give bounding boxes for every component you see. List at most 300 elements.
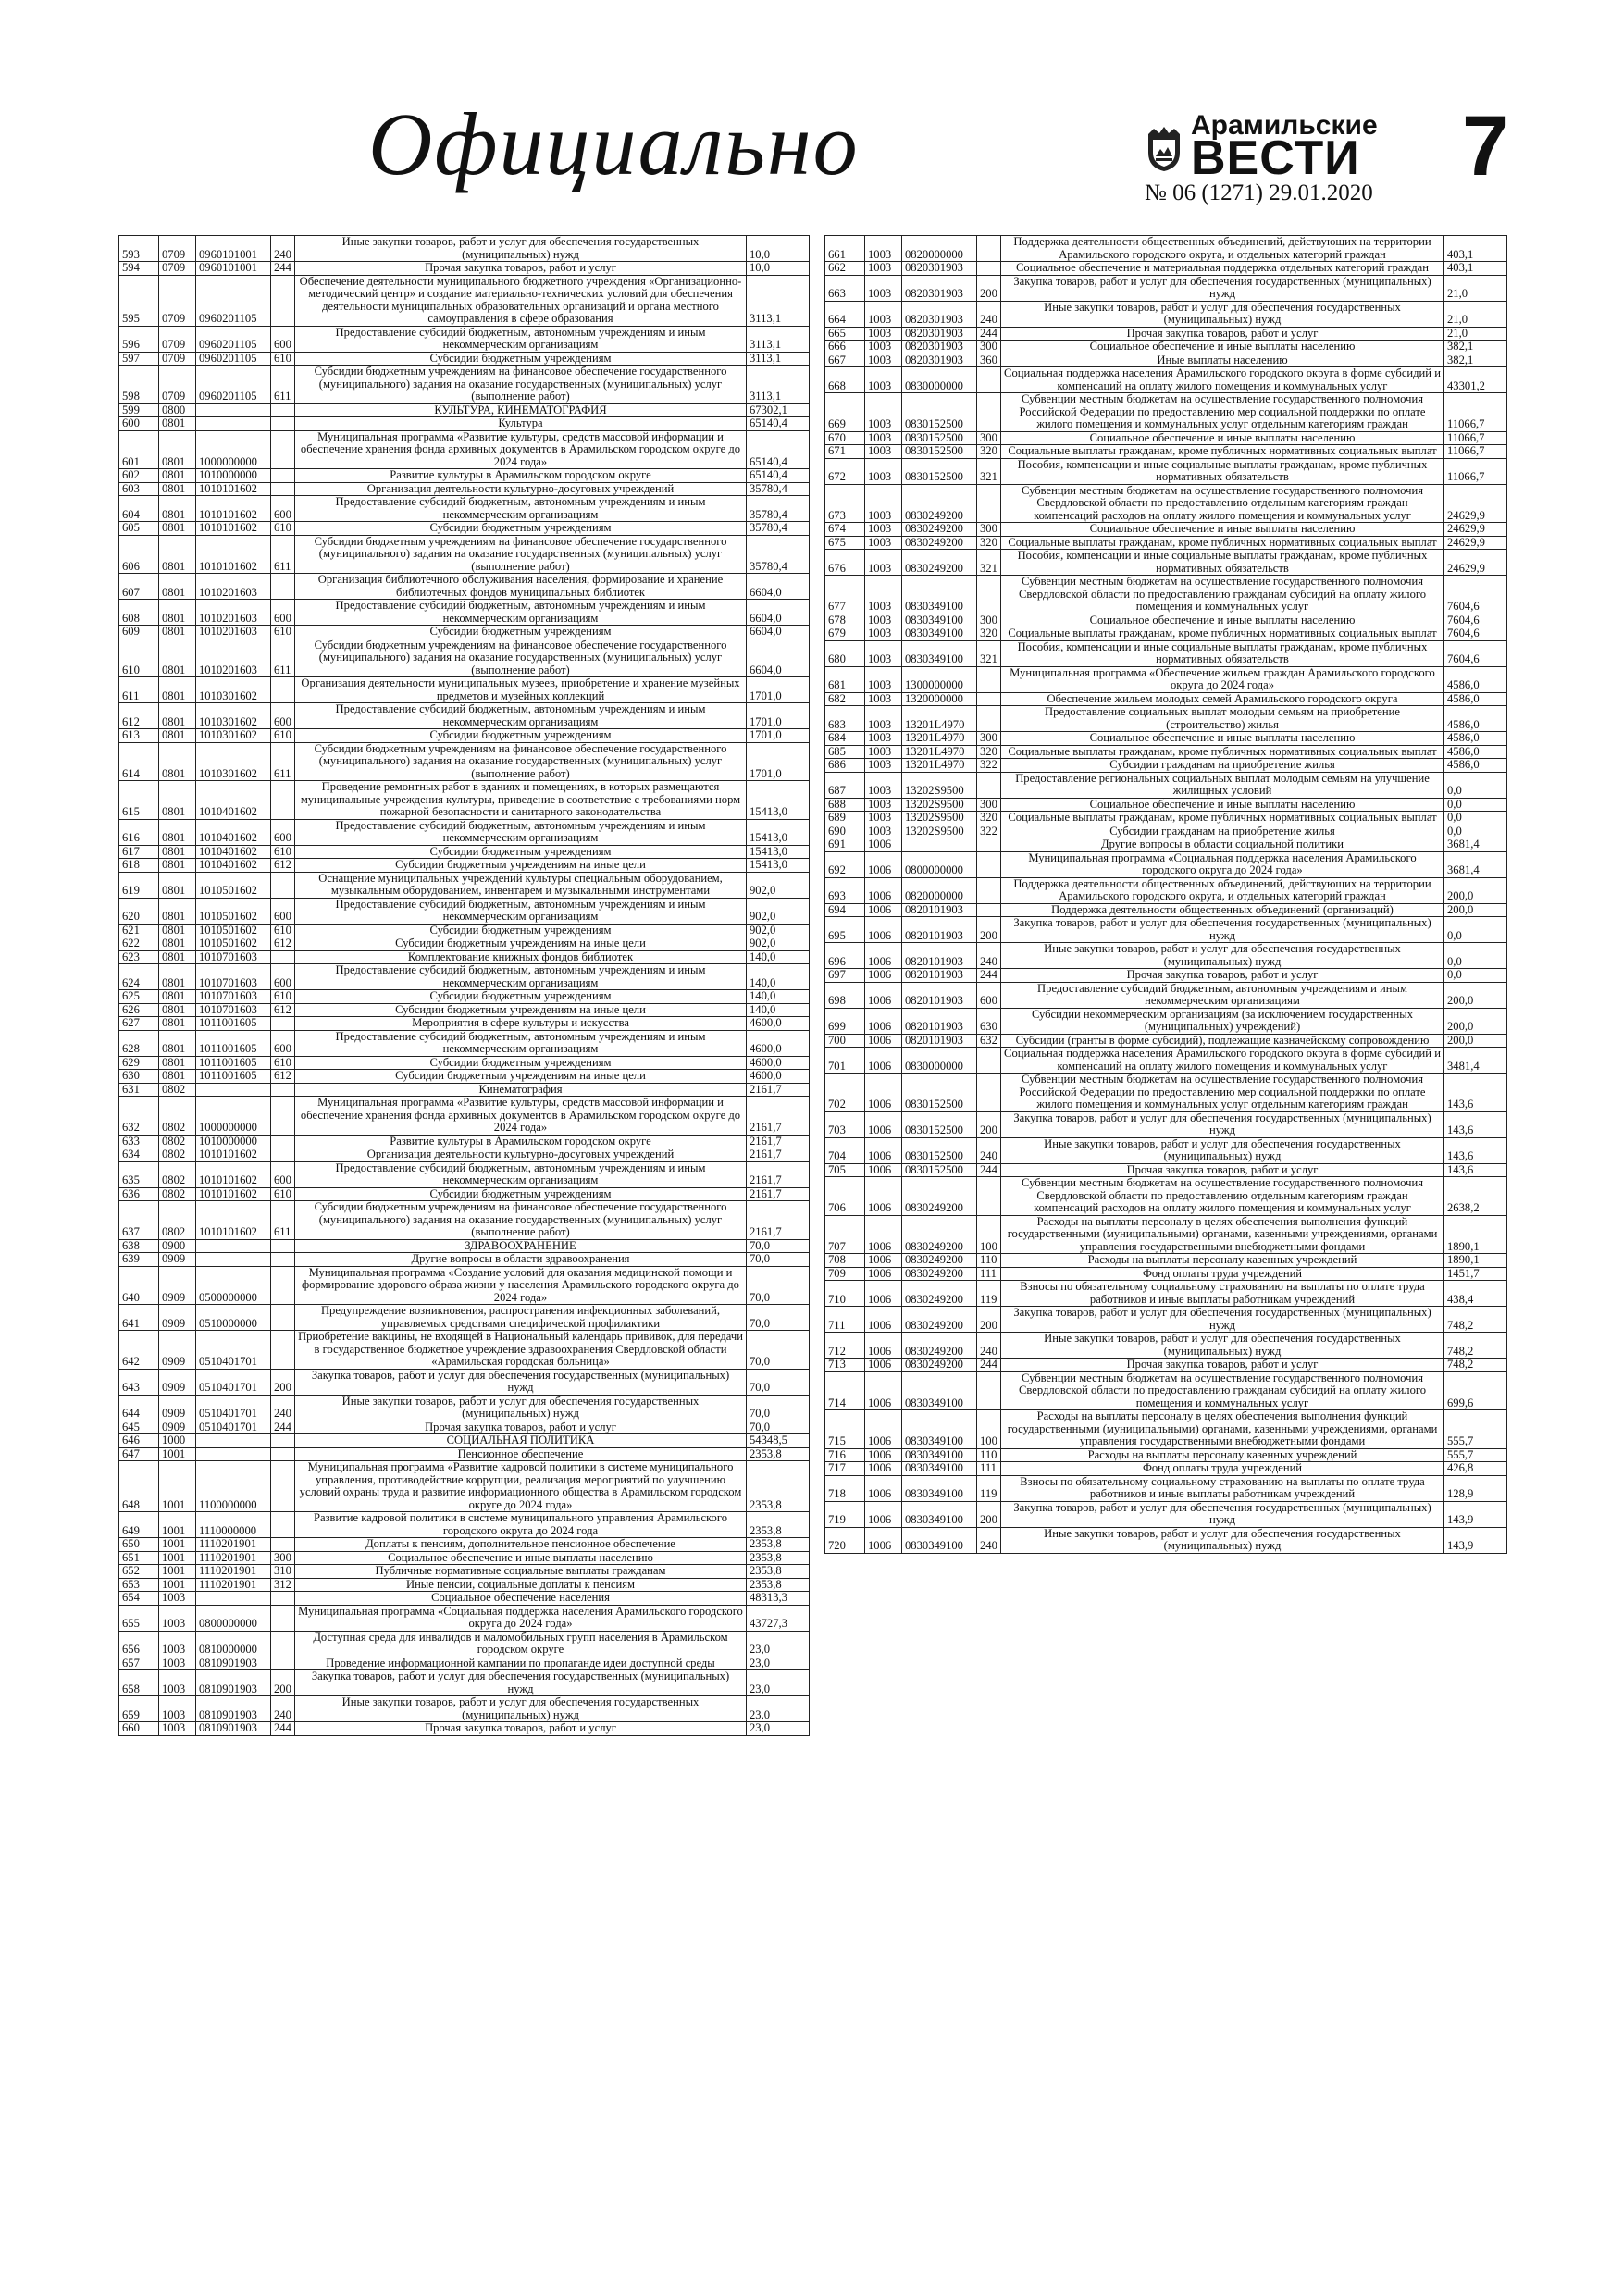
- section-code: 1003: [865, 640, 902, 666]
- row-description: Публичные нормативные социальные выплаты гражданам: [295, 1565, 747, 1579]
- expense-type: [977, 666, 1001, 692]
- table-row: [825, 903, 1507, 917]
- table-row: [825, 1137, 1507, 1163]
- table-row: [119, 1565, 810, 1579]
- target-code: 0960201105: [196, 366, 271, 404]
- target-code: [196, 1239, 271, 1253]
- row-number: 677: [825, 576, 865, 614]
- row-number: 680: [825, 640, 865, 666]
- expense-type: [271, 1239, 295, 1253]
- target-code: 0960201105: [196, 275, 271, 326]
- row-number: 648: [119, 1461, 159, 1512]
- target-code: 1000000000: [196, 430, 271, 469]
- expense-type: [271, 1461, 295, 1512]
- section-code: 0909: [159, 1266, 196, 1305]
- target-code: 1010301602: [196, 729, 271, 743]
- row-amount: 382,1: [1444, 354, 1507, 367]
- expense-type: 600: [271, 898, 295, 924]
- section-code: 1003: [865, 458, 902, 484]
- section-code: 1003: [159, 1605, 196, 1631]
- table-row: [825, 969, 1507, 983]
- row-number: 708: [825, 1254, 865, 1268]
- section-code: 1006: [865, 1333, 902, 1359]
- target-code: 13201L4970: [902, 759, 977, 773]
- row-amount: 1701,0: [747, 703, 810, 729]
- row-description: Прочая закупка товаров, работ и услуг: [295, 262, 747, 276]
- row-description: Субсидии бюджетным учреждениям на иные цели: [295, 1070, 747, 1084]
- section-code: 0802: [159, 1148, 196, 1162]
- row-number: 690: [825, 825, 865, 838]
- row-number: 634: [119, 1148, 159, 1162]
- table-row: [119, 626, 810, 639]
- row-description: Социальное обеспечение населения: [295, 1592, 747, 1606]
- expense-type: 244: [977, 1163, 1001, 1177]
- row-number: 666: [825, 341, 865, 354]
- row-number: 605: [119, 522, 159, 536]
- section-code: 1006: [865, 917, 902, 943]
- expense-type: [271, 1657, 295, 1670]
- target-code: 13202S9500: [902, 798, 977, 812]
- row-amount: 15413,0: [747, 845, 810, 859]
- section-code: 1001: [159, 1461, 196, 1512]
- row-amount: 6604,0: [747, 574, 810, 600]
- section-code: 1003: [865, 367, 902, 393]
- target-code: 0830000000: [902, 1048, 977, 1074]
- row-number: 598: [119, 366, 159, 404]
- row-number: 688: [825, 798, 865, 812]
- row-description: Прочая закупка товаров, работ и услуг: [1001, 1359, 1444, 1372]
- section-code: 0909: [159, 1395, 196, 1421]
- row-description: Муниципальная программа «Развитие кадровой политики в системе муниципального управления, противодействие коррупции, реализация мероприятий по улучшению условий охраны труда и развитие информационного общества в Арамильском городском округе до 2024 года»: [295, 1461, 747, 1512]
- table-row: [119, 326, 810, 352]
- row-number: 669: [825, 393, 865, 432]
- row-number: 709: [825, 1267, 865, 1281]
- section-code: 0801: [159, 639, 196, 677]
- row-amount: 3113,1: [747, 275, 810, 326]
- row-amount: 70,0: [747, 1266, 810, 1305]
- table-row: [825, 445, 1507, 459]
- table-row: [119, 469, 810, 483]
- left-column: [118, 235, 810, 1736]
- row-amount: 1701,0: [747, 742, 810, 781]
- table-row: [825, 772, 1507, 798]
- target-code: 1011001605: [196, 1030, 271, 1056]
- table-row: [119, 496, 810, 522]
- row-description: Социальное обеспечение и иные выплаты населению: [1001, 431, 1444, 445]
- expense-type: [271, 1017, 295, 1031]
- table-row: [825, 536, 1507, 550]
- table-row: [825, 877, 1507, 903]
- section-code: 1003: [865, 393, 902, 432]
- table-row: [119, 1631, 810, 1657]
- row-description: Субсидии бюджетным учреждениям на финансовое обеспечение государственного (муниципального) задания на оказание государственных (муниципальных) услуг (выполнение работ): [295, 1201, 747, 1240]
- row-description: Кинематография: [295, 1083, 747, 1097]
- target-code: 0830249200: [902, 1215, 977, 1254]
- row-number: 595: [119, 275, 159, 326]
- row-number: 673: [825, 484, 865, 523]
- row-description: Социальные выплаты гражданам, кроме публичных нормативных социальных выплат: [1001, 627, 1444, 641]
- table-row: [119, 1083, 810, 1097]
- table-row: [825, 367, 1507, 393]
- budget-table-right: [824, 235, 1507, 1554]
- target-code: [196, 403, 271, 417]
- expense-type: [271, 1434, 295, 1448]
- table-row: [825, 812, 1507, 825]
- target-code: 0830000000: [902, 367, 977, 393]
- row-description: Иные закупки товаров, работ и услуг для обеспечения государственных (муниципальных) нужд: [1001, 1527, 1444, 1553]
- row-amount: 4600,0: [747, 1056, 810, 1070]
- section-code: 0801: [159, 535, 196, 574]
- row-number: 687: [825, 772, 865, 798]
- row-number: 681: [825, 666, 865, 692]
- target-code: 0820101903: [902, 903, 977, 917]
- expense-type: 610: [271, 924, 295, 937]
- row-number: 694: [825, 903, 865, 917]
- table-row: [825, 275, 1507, 301]
- row-number: 646: [119, 1434, 159, 1448]
- row-number: 715: [825, 1410, 865, 1449]
- target-code: 1011001605: [196, 1017, 271, 1031]
- row-amount: 1451,7: [1444, 1267, 1507, 1281]
- target-code: 1010101602: [196, 496, 271, 522]
- row-description: Субвенции местным бюджетам на осуществление государственного полномочия Свердловской области по предоставлению отдельным категориям граждан компенсаций расходов на оплату жилого помещения и коммунальных услуг: [1001, 1177, 1444, 1216]
- row-amount: 2353,8: [747, 1512, 810, 1538]
- target-code: 13201L4970: [902, 732, 977, 746]
- section-code: 1006: [865, 1307, 902, 1333]
- row-description: Приобретение вакцины, не входящей в Национальный календарь прививок, для передачи в государственное бюджетное учреждение здравоохранения Свердловской области «Арамильская городская больница»: [295, 1331, 747, 1370]
- row-description: Субсидии бюджетным учреждениям на финансовое обеспечение государственного (муниципального) задания на оказание государственных (муниципальных) услуг (выполнение работ): [295, 535, 747, 574]
- row-description: Прочая закупка товаров, работ и услуг: [1001, 969, 1444, 983]
- row-description: Поддержка деятельности общественных объединений, действующих на территории Арамильского городского округа, и отдельных категорий граждан: [1001, 877, 1444, 903]
- table-row: [119, 535, 810, 574]
- target-code: 1010101602: [196, 482, 271, 496]
- table-row: [825, 1008, 1507, 1034]
- row-number: 710: [825, 1281, 865, 1307]
- expense-type: [271, 1538, 295, 1552]
- row-amount: 24629,9: [1444, 523, 1507, 537]
- expense-type: [271, 1135, 295, 1148]
- target-code: 0800000000: [902, 851, 977, 877]
- row-description: Субсидии бюджетным учреждениям: [295, 845, 747, 859]
- section-code: 0801: [159, 937, 196, 951]
- row-description: Социальная поддержка населения Арамильского городского округа в форме субсидий и компенсаций на оплату жилого помещения и коммунальных услуг: [1001, 367, 1444, 393]
- target-code: 0830249200: [902, 1307, 977, 1333]
- expense-type: [271, 781, 295, 820]
- row-number: 707: [825, 1215, 865, 1254]
- section-code: 0909: [159, 1331, 196, 1370]
- expense-type: 300: [977, 614, 1001, 627]
- target-code: 0510000000: [196, 1305, 271, 1331]
- row-amount: 7604,6: [1444, 640, 1507, 666]
- expense-type: 600: [271, 1161, 295, 1187]
- row-number: 689: [825, 812, 865, 825]
- table-row: [119, 1266, 810, 1305]
- row-description: Прочая закупка товаров, работ и услуг: [1001, 1163, 1444, 1177]
- table-row: [825, 458, 1507, 484]
- target-code: 13201L4970: [902, 745, 977, 759]
- row-amount: 67302,1: [747, 403, 810, 417]
- row-number: 716: [825, 1448, 865, 1462]
- target-code: 1000000000: [196, 1097, 271, 1136]
- expense-type: 612: [271, 859, 295, 873]
- expense-type: 600: [271, 703, 295, 729]
- row-amount: 438,4: [1444, 1281, 1507, 1307]
- row-amount: 35780,4: [747, 482, 810, 496]
- expense-type: 240: [977, 301, 1001, 327]
- row-description: Муниципальная программа «Обеспечение жильем граждан Арамильского городского округа до 2024 года»: [1001, 666, 1444, 692]
- row-amount: 555,7: [1444, 1448, 1507, 1462]
- expense-type: 100: [977, 1410, 1001, 1449]
- row-description: Иные закупки товаров, работ и услуг для обеспечения государственных (муниципальных) нужд: [295, 1395, 747, 1421]
- expense-type: [977, 1048, 1001, 1074]
- expense-type: 610: [271, 1187, 295, 1201]
- row-amount: 43727,3: [747, 1605, 810, 1631]
- expense-type: 320: [977, 445, 1001, 459]
- target-code: 0820101903: [902, 943, 977, 969]
- row-amount: 143,9: [1444, 1527, 1507, 1553]
- section-code: 0801: [159, 898, 196, 924]
- table-row: [825, 1048, 1507, 1074]
- row-amount: 748,2: [1444, 1307, 1507, 1333]
- row-number: 603: [119, 482, 159, 496]
- row-amount: 4600,0: [747, 1017, 810, 1031]
- table-row: [825, 627, 1507, 641]
- section-code: 0801: [159, 781, 196, 820]
- target-code: 0830349100: [902, 1475, 977, 1501]
- row-amount: 6604,0: [747, 639, 810, 677]
- target-code: 0830249200: [902, 1333, 977, 1359]
- target-code: 1010101602: [196, 535, 271, 574]
- table-row: [119, 1421, 810, 1434]
- table-row: [119, 1003, 810, 1017]
- section-code: 0801: [159, 950, 196, 964]
- section-code: 1003: [865, 576, 902, 614]
- row-description: Субвенции местным бюджетам на осуществление государственного полномочия Свердловской области по предоставлению гражданам субсидий на оплату жилого помещения и коммунальных услуг: [1001, 576, 1444, 614]
- table-row: [119, 1696, 810, 1722]
- row-amount: 70,0: [747, 1395, 810, 1421]
- row-amount: 15413,0: [747, 781, 810, 820]
- expense-type: 244: [977, 1359, 1001, 1372]
- row-number: 683: [825, 706, 865, 732]
- row-amount: 2161,7: [747, 1097, 810, 1136]
- row-description: Пособия, компенсации и иные социальные выплаты гражданам, кроме публичных нормативных обязательств: [1001, 550, 1444, 576]
- target-code: 1010201603: [196, 574, 271, 600]
- section-code: 1006: [865, 1034, 902, 1048]
- row-description: Пенсионное обеспечение: [295, 1447, 747, 1461]
- table-row: [119, 1187, 810, 1201]
- row-amount: 143,6: [1444, 1074, 1507, 1112]
- section-code: 0802: [159, 1083, 196, 1097]
- section-code: 0709: [159, 236, 196, 262]
- expense-type: [271, 574, 295, 600]
- row-number: 671: [825, 445, 865, 459]
- target-code: 1010301602: [196, 677, 271, 703]
- row-amount: 2353,8: [747, 1447, 810, 1461]
- row-number: 699: [825, 1008, 865, 1034]
- table-row: [825, 982, 1507, 1008]
- row-number: 606: [119, 535, 159, 574]
- row-description: Иные выплаты населению: [1001, 354, 1444, 367]
- row-amount: 902,0: [747, 924, 810, 937]
- row-description: Проведение информационной кампании по пропаганде идеи доступной среды: [295, 1657, 747, 1670]
- section-code: 0709: [159, 262, 196, 276]
- expense-type: 610: [271, 729, 295, 743]
- section-code: 1003: [865, 341, 902, 354]
- row-number: 618: [119, 859, 159, 873]
- table-row: [825, 1462, 1507, 1476]
- row-description: Иные закупки товаров, работ и услуг для обеспечения государственных (муниципальных) нужд: [295, 1696, 747, 1722]
- target-code: 1011001605: [196, 1070, 271, 1084]
- table-row: [825, 262, 1507, 276]
- table-row: [119, 574, 810, 600]
- expense-type: 240: [977, 1333, 1001, 1359]
- row-number: 698: [825, 982, 865, 1008]
- row-amount: 11066,7: [1444, 431, 1507, 445]
- expense-type: 632: [977, 1034, 1001, 1048]
- expense-type: 611: [271, 1201, 295, 1240]
- row-description: ЗДРАВООХРАНЕНИЕ: [295, 1239, 747, 1253]
- expense-type: [977, 262, 1001, 276]
- expense-type: 610: [271, 352, 295, 366]
- section-code: 1006: [865, 1163, 902, 1177]
- expense-type: 600: [977, 982, 1001, 1008]
- target-code: 1010201603: [196, 639, 271, 677]
- table-row: [825, 301, 1507, 327]
- section-code: 1001: [159, 1512, 196, 1538]
- section-code: 0802: [159, 1187, 196, 1201]
- expense-type: [977, 576, 1001, 614]
- row-number: 637: [119, 1201, 159, 1240]
- newspaper-logo: [1145, 106, 1378, 185]
- row-number: 696: [825, 943, 865, 969]
- expense-type: 244: [271, 1421, 295, 1434]
- row-description: Субсидии бюджетным учреждениям на иные цели: [295, 859, 747, 873]
- section-code: 0801: [159, 600, 196, 626]
- target-code: 1010401602: [196, 819, 271, 845]
- row-amount: 6604,0: [747, 626, 810, 639]
- target-code: 1010501602: [196, 937, 271, 951]
- section-code: 0709: [159, 326, 196, 352]
- row-description: Субсидии (гранты в форме субсидий), подлежащие казначейскому сопровождению: [1001, 1034, 1444, 1048]
- expense-type: 200: [977, 1307, 1001, 1333]
- row-number: 621: [119, 924, 159, 937]
- table-row: [825, 1254, 1507, 1268]
- row-description: Закупка товаров, работ и услуг для обеспечения государственных (муниципальных) нужд: [1001, 917, 1444, 943]
- row-amount: 70,0: [747, 1305, 810, 1331]
- target-code: 0830152500: [902, 445, 977, 459]
- section-code: 1003: [865, 536, 902, 550]
- row-number: 657: [119, 1657, 159, 1670]
- table-row: [119, 403, 810, 417]
- target-code: 1010701603: [196, 990, 271, 1004]
- section-code: 1003: [159, 1696, 196, 1722]
- table-row: [825, 825, 1507, 838]
- section-code: 0801: [159, 872, 196, 898]
- row-description: Оснащение муниципальных учреждений культуры специальным оборудованием, музыкальным оборудованием, инвентарем и музыкальными инструментами: [295, 872, 747, 898]
- row-amount: 555,7: [1444, 1410, 1507, 1449]
- section-code: 0801: [159, 964, 196, 990]
- expense-type: 611: [271, 535, 295, 574]
- section-code: 1003: [159, 1722, 196, 1736]
- section-code: 1006: [865, 1008, 902, 1034]
- section-code: 1003: [865, 484, 902, 523]
- table-row: [119, 729, 810, 743]
- row-amount: 0,0: [1444, 798, 1507, 812]
- row-number: 643: [119, 1369, 159, 1395]
- expense-type: [271, 403, 295, 417]
- row-description: Закупка товаров, работ и услуг для обеспечения государственных (муниципальных) нужд: [1001, 1307, 1444, 1333]
- table-row: [825, 1163, 1507, 1177]
- row-description: Закупка товаров, работ и услуг для обеспечения государственных (муниципальных) нужд: [1001, 1501, 1444, 1527]
- row-description: Предоставление субсидий бюджетным, автономным учреждениям и иным некоммерческим организациям: [295, 964, 747, 990]
- row-number: 684: [825, 732, 865, 746]
- table-row: [119, 990, 810, 1004]
- row-amount: 54348,5: [747, 1434, 810, 1448]
- row-amount: 1701,0: [747, 677, 810, 703]
- row-number: 617: [119, 845, 159, 859]
- row-description: Субсидии бюджетным учреждениям: [295, 1056, 747, 1070]
- row-amount: 2161,7: [747, 1187, 810, 1201]
- budget-table-left: [118, 235, 810, 1736]
- row-amount: 2161,7: [747, 1161, 810, 1187]
- expense-type: 630: [977, 1008, 1001, 1034]
- row-number: 717: [825, 1462, 865, 1476]
- target-code: 1010701603: [196, 1003, 271, 1017]
- target-code: 0820101903: [902, 1008, 977, 1034]
- row-description: Расходы на выплаты персоналу в целях обеспечения выполнения функций государственными (муниципальными) органами, казенными учреждениями, органами управления государственными внебюджетными фондами: [1001, 1410, 1444, 1449]
- table-row: [119, 1461, 810, 1512]
- target-code: 1110201901: [196, 1578, 271, 1592]
- row-description: Иные закупки товаров, работ и услуг для обеспечения государственных (муниципальных) нужд: [1001, 1333, 1444, 1359]
- section-code: 0801: [159, 626, 196, 639]
- target-code: [902, 838, 977, 852]
- row-description: Предоставление субсидий бюджетным, автономным учреждениям и иным некоммерческим организациям: [1001, 982, 1444, 1008]
- table-row: [119, 964, 810, 990]
- row-number: 622: [119, 937, 159, 951]
- row-description: Субсидии бюджетным учреждениям на финансовое обеспечение государственного (муниципального) задания на оказание государственных (муниципальных) услуг (выполнение работ): [295, 742, 747, 781]
- table-row: [825, 1527, 1507, 1553]
- row-number: 682: [825, 692, 865, 706]
- row-amount: 200,0: [1444, 982, 1507, 1008]
- section-code: 1006: [865, 1410, 902, 1449]
- target-code: 0830249200: [902, 550, 977, 576]
- row-number: 623: [119, 950, 159, 964]
- row-number: 665: [825, 327, 865, 341]
- target-code: 1010401602: [196, 859, 271, 873]
- table-row: [825, 943, 1507, 969]
- row-description: Субсидии бюджетным учреждениям на финансовое обеспечение государственного (муниципального) задания на оказание государственных (муниципальных) услуг (выполнение работ): [295, 639, 747, 677]
- table-row: [825, 917, 1507, 943]
- row-number: 664: [825, 301, 865, 327]
- expense-type: 322: [977, 759, 1001, 773]
- expense-type: 244: [271, 262, 295, 276]
- row-description: Организация деятельности культурно-досуговых учреждений: [295, 482, 747, 496]
- expense-type: 600: [271, 326, 295, 352]
- table-row: [825, 1074, 1507, 1112]
- section-code: 0800: [159, 403, 196, 417]
- row-description: Развитие культуры в Арамильском городском округе: [295, 469, 747, 483]
- target-code: 1010301602: [196, 703, 271, 729]
- expense-type: 300: [977, 341, 1001, 354]
- expense-type: 312: [271, 1578, 295, 1592]
- expense-type: 111: [977, 1267, 1001, 1281]
- section-code: 0801: [159, 990, 196, 1004]
- section-code: 1003: [865, 666, 902, 692]
- row-amount: 382,1: [1444, 341, 1507, 354]
- target-code: 0810901903: [196, 1722, 271, 1736]
- target-code: 0510401701: [196, 1369, 271, 1395]
- row-amount: 15413,0: [747, 859, 810, 873]
